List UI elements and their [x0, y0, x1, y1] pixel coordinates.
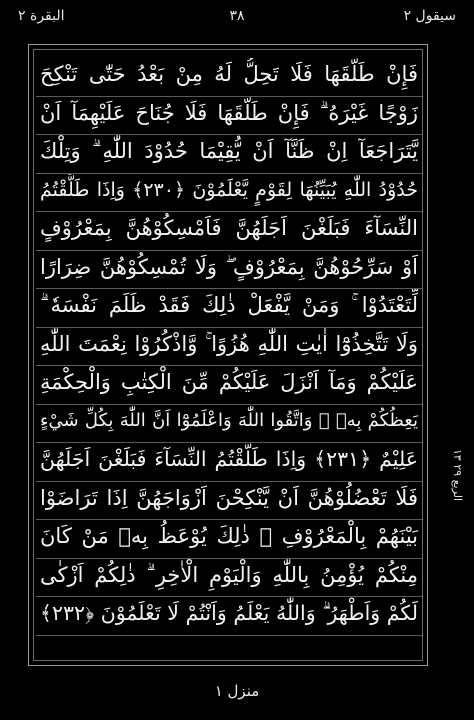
verse-line: لِّتَعْتَدُوْا ۚ وَمَنْ يَّفْعَلْ ذٰلِكَ فَقَدْ ظَلَمَ نَفْسَهٗ ۗ — [36, 289, 422, 328]
surah-name: البقرة ٢ — [18, 8, 65, 24]
verse-line: حُدُوْدُ اللّٰهِ يُبَيِّنُهَا لِقَوْمٍ يَّعْلَمُوْنَ ﴿٢٣٠﴾ وَاِذَا طَلَّقْتُمُ — [36, 174, 422, 213]
ruku-marker: الربع ٢٩ ١٣ — [451, 448, 464, 502]
page-header — [0, 8, 474, 28]
manzil-label: منزل ١ — [214, 682, 260, 700]
verse-line: عَلَيْكُمْ وَمَآ اَنْزَلَ عَلَيْكُمْ مِّنَ الْكِتٰبِ وَالْحِكْمَةِ — [36, 366, 422, 405]
juz-name: سيقول ٢ — [403, 8, 456, 24]
verse-line: عَلِيْمٌ ﴿٢٣١﴾ وَاِذَا طَلَّقْتُمُ النِّسَآءَ فَبَلَغْنَ اَجَلَهُنَّ — [36, 443, 422, 482]
verse-line: فَلَا تَعْضُلُوْهُنَّ اَنْ يَّنْكِحْنَ اَزْوَاجَهُنَّ اِذَا تَرَاضَوْا — [36, 482, 422, 521]
verse-line: النِّسَآءَ فَبَلَغْنَ اَجَلَهُنَّ فَاَمْسِكُوْهُنَّ بِمَعْرُوْفٍ — [36, 212, 422, 251]
verse-line: يَّتَرَاجَعَآ اِنْ ظَنَّآ اَنْ يُّقِيْمَا حُدُوْدَ اللّٰهِ ۗ وَتِلْكَ — [36, 135, 422, 174]
verse-line: يَعِظُكُمْ بِهٖ ۗ وَاتَّقُوا اللّٰهَ وَاعْلَمُوْٓا اَنَّ اللّٰهَ بِكُلِّ شَيْءٍ — [36, 405, 422, 444]
verse-line: لَكُمْ وَاَطْهَرُ ۗ وَاللّٰهُ يَعْلَمُ وَاَنْتُمْ لَا تَعْلَمُوْنَ ﴿٢٣٢﴾ — [36, 597, 422, 636]
verse-line: وَلَا تَتَّخِذُوْٓا اٰيٰتِ اللّٰهِ هُزُوًا ۚ وَّاذْكُرُوْا نِعْمَتَ اللّٰهِ — [36, 328, 422, 367]
verse-line: زَوْجًا غَيْرَهُ ۗ فَإِنْ طَلَّقَهَا فَلَا جُنَاحَ عَلَيْهِمَآ اَنْ — [36, 97, 422, 136]
verse-lines — [36, 58, 422, 636]
verse-line: مِنْكُمْ يُؤْمِنُ بِاللّٰهِ وَالْيَوْمِ الْاٰخِرِ ۗ ذٰلِكُمْ اَزْكٰى — [36, 559, 422, 598]
verse-line: اَوْ سَرِّحُوْهُنَّ بِمَعْرُوْفٍ ۖ وَلَا تُمْسِكُوْهُنَّ ضِرَارًا — [36, 251, 422, 290]
page-number: ٣٨ — [229, 8, 245, 24]
verse-line: فَإِنْ طَلَّقَهَا فَلَا تَحِلُّ لَهُ مِنْ بَعْدُ حَتّٰى تَنْكِحَ — [36, 58, 422, 97]
verse-line: بَيْنَهُمْ بِالْمَعْرُوْفِ ۗ ذٰلِكَ يُوْعَظُ بِهٖ مَنْ كَانَ — [36, 520, 422, 559]
